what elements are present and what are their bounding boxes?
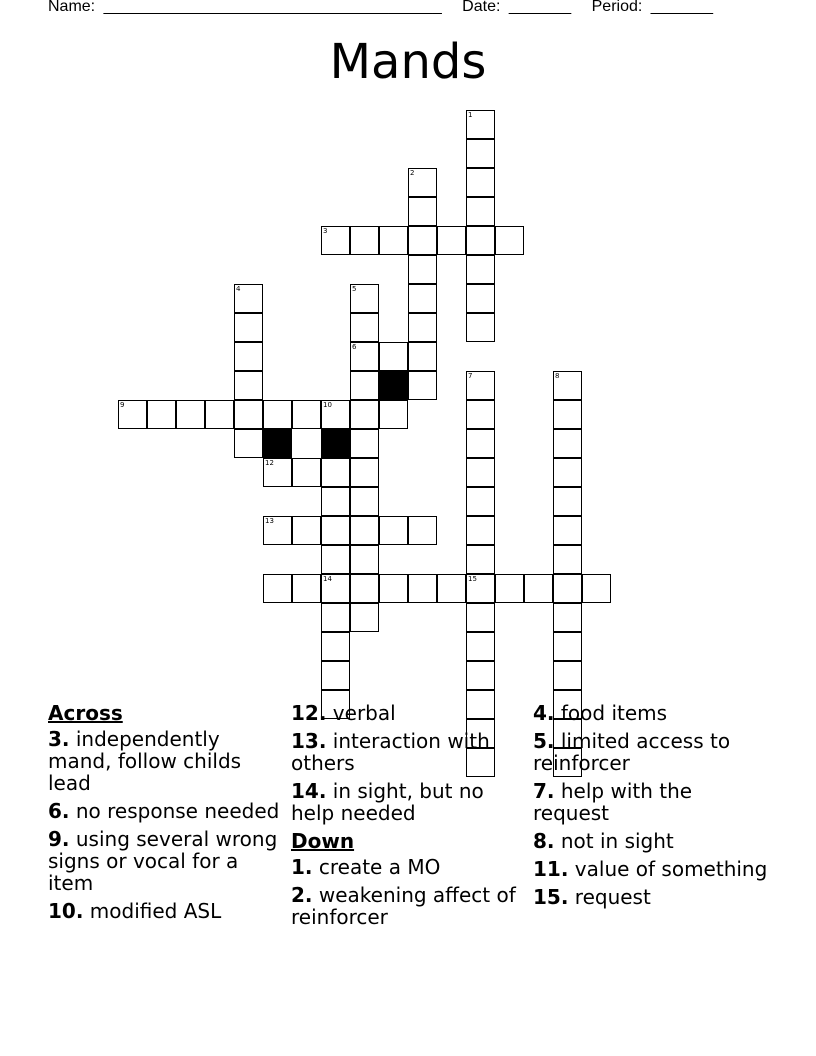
clue-across-3: 3. independently mand, follow childs lead bbox=[48, 727, 242, 795]
grid-cell[interactable] bbox=[350, 400, 379, 429]
grid-cell[interactable] bbox=[234, 342, 263, 371]
grid-cell[interactable] bbox=[408, 371, 437, 400]
grid-cell[interactable] bbox=[553, 429, 582, 458]
grid-cell[interactable] bbox=[292, 400, 321, 429]
grid-cell[interactable] bbox=[466, 139, 495, 168]
grid-cell[interactable] bbox=[379, 574, 408, 603]
grid-cell[interactable] bbox=[350, 371, 379, 400]
clue-number: 7 bbox=[468, 372, 473, 380]
clue-down-4: 4. food items bbox=[533, 701, 668, 725]
clue-number: 5 bbox=[352, 285, 357, 293]
clue-column-1 bbox=[48, 702, 284, 928]
grid-cell[interactable] bbox=[466, 371, 495, 400]
grid-cell[interactable] bbox=[553, 400, 582, 429]
grid-cell[interactable] bbox=[118, 400, 147, 429]
clue-across-6: 6. no response needed bbox=[48, 799, 280, 823]
grid-cell[interactable] bbox=[379, 400, 408, 429]
clue-down-7: 7. help with the request bbox=[533, 779, 693, 825]
grid-cell[interactable] bbox=[321, 226, 350, 255]
grid-cell[interactable] bbox=[321, 400, 350, 429]
grid-cell[interactable] bbox=[553, 661, 582, 690]
grid-cell[interactable] bbox=[321, 516, 350, 545]
clue-column-3 bbox=[533, 702, 773, 914]
period-blank[interactable]: _______ bbox=[650, 0, 714, 15]
grid-cell[interactable] bbox=[350, 487, 379, 516]
grid-cell[interactable] bbox=[466, 197, 495, 226]
grid-cell[interactable] bbox=[321, 632, 350, 661]
grid-cell[interactable] bbox=[495, 226, 524, 255]
grid-block bbox=[263, 429, 292, 458]
down-heading: Down bbox=[291, 829, 355, 853]
grid-cell[interactable] bbox=[466, 284, 495, 313]
grid-cell[interactable] bbox=[350, 284, 379, 313]
grid-cell[interactable] bbox=[205, 400, 234, 429]
grid-cell[interactable] bbox=[321, 458, 350, 487]
grid-cell[interactable] bbox=[379, 516, 408, 545]
clue-across-9: 9. using several wrong signs or vocal for a item bbox=[48, 827, 278, 895]
grid-cell[interactable] bbox=[321, 603, 350, 632]
grid-cell[interactable] bbox=[466, 400, 495, 429]
grid-cell[interactable] bbox=[292, 574, 321, 603]
grid-cell[interactable] bbox=[466, 487, 495, 516]
grid-cell[interactable] bbox=[466, 661, 495, 690]
grid-block bbox=[379, 371, 408, 400]
grid-cell[interactable] bbox=[350, 226, 379, 255]
grid-cell[interactable] bbox=[466, 110, 495, 139]
grid-cell[interactable] bbox=[553, 458, 582, 487]
grid-cell[interactable] bbox=[350, 429, 379, 458]
period-label: Period: bbox=[591, 0, 643, 15]
header-fields bbox=[48, 0, 768, 16]
grid-cell[interactable] bbox=[466, 255, 495, 284]
grid-cell[interactable] bbox=[553, 603, 582, 632]
grid-cell[interactable] bbox=[466, 226, 495, 255]
name-label: Name: bbox=[48, 0, 96, 15]
clue-column-2 bbox=[291, 702, 521, 934]
grid-cell[interactable] bbox=[408, 516, 437, 545]
grid-cell[interactable] bbox=[263, 516, 292, 545]
grid-cell[interactable] bbox=[350, 313, 379, 342]
grid-cell[interactable] bbox=[379, 342, 408, 371]
grid-cell[interactable] bbox=[466, 574, 495, 603]
grid-cell[interactable] bbox=[582, 574, 611, 603]
grid-cell[interactable] bbox=[292, 458, 321, 487]
grid-cell[interactable] bbox=[466, 632, 495, 661]
grid-cell[interactable] bbox=[350, 603, 379, 632]
clue-across-13: 13. interaction with others bbox=[291, 729, 490, 775]
grid-cell[interactable] bbox=[263, 458, 292, 487]
clue-number: 2 bbox=[410, 169, 415, 177]
date-label: Date: bbox=[462, 0, 501, 15]
clue-down-15: 15. request bbox=[533, 885, 651, 909]
grid-cell[interactable] bbox=[350, 574, 379, 603]
grid-cell[interactable] bbox=[553, 516, 582, 545]
grid-cell[interactable] bbox=[495, 574, 524, 603]
clue-number: 12 bbox=[265, 459, 274, 467]
clue-number: 1 bbox=[468, 111, 473, 119]
grid-cell[interactable] bbox=[234, 371, 263, 400]
grid-cell[interactable] bbox=[466, 429, 495, 458]
grid-cell[interactable] bbox=[466, 168, 495, 197]
grid-cell[interactable] bbox=[350, 516, 379, 545]
grid-cell[interactable] bbox=[466, 545, 495, 574]
grid-cell[interactable] bbox=[147, 400, 176, 429]
grid-cell[interactable] bbox=[321, 574, 350, 603]
grid-cell[interactable] bbox=[408, 574, 437, 603]
grid-cell[interactable] bbox=[553, 545, 582, 574]
clue-down-5: 5. limited access to reinforcer bbox=[533, 729, 731, 775]
clue-number: 14 bbox=[323, 575, 332, 583]
page-title: Mands bbox=[329, 34, 487, 90]
grid-cell[interactable] bbox=[234, 284, 263, 313]
grid-cell[interactable] bbox=[466, 603, 495, 632]
clue-number: 8 bbox=[555, 372, 560, 380]
grid-cell[interactable] bbox=[408, 168, 437, 197]
grid-cell[interactable] bbox=[408, 284, 437, 313]
clue-across-12: 12. verbal bbox=[291, 701, 396, 725]
grid-cell[interactable] bbox=[408, 255, 437, 284]
grid-cell[interactable] bbox=[524, 574, 553, 603]
grid-cell[interactable] bbox=[176, 400, 205, 429]
grid-cell[interactable] bbox=[350, 545, 379, 574]
grid-cell[interactable] bbox=[437, 226, 466, 255]
clue-number: 6 bbox=[352, 343, 357, 351]
clue-number: 13 bbox=[265, 517, 274, 525]
clue-number: 9 bbox=[120, 401, 125, 409]
clue-number: 3 bbox=[323, 227, 328, 235]
grid-cell[interactable] bbox=[379, 226, 408, 255]
clue-down-2: 2. weakening affect of reinforcer bbox=[291, 883, 516, 929]
grid-cell[interactable] bbox=[408, 226, 437, 255]
name-blank[interactable]: ______________________________________ bbox=[103, 0, 442, 15]
grid-block bbox=[321, 429, 350, 458]
clue-down-1: 1. create a MO bbox=[291, 855, 441, 879]
grid-cell[interactable] bbox=[321, 487, 350, 516]
grid-cell[interactable] bbox=[553, 632, 582, 661]
grid-cell[interactable] bbox=[408, 342, 437, 371]
clue-across-10: 10. modified ASL bbox=[48, 899, 222, 923]
grid-cell[interactable] bbox=[234, 400, 263, 429]
across-heading: Across bbox=[48, 701, 123, 725]
grid-cell[interactable] bbox=[553, 574, 582, 603]
grid-cell[interactable] bbox=[321, 545, 350, 574]
grid-cell[interactable] bbox=[350, 458, 379, 487]
grid-cell[interactable] bbox=[466, 516, 495, 545]
grid-cell[interactable] bbox=[234, 313, 263, 342]
grid-cell[interactable] bbox=[234, 429, 263, 458]
clue-number: 10 bbox=[323, 401, 332, 409]
clue-down-11: 11. value of something bbox=[533, 857, 768, 881]
grid-cell[interactable] bbox=[292, 516, 321, 545]
clue-number: 4 bbox=[236, 285, 241, 293]
clue-down-8: 8. not in sight bbox=[533, 829, 674, 853]
grid-cell[interactable] bbox=[263, 400, 292, 429]
grid-cell[interactable] bbox=[553, 371, 582, 400]
grid-cell[interactable] bbox=[466, 458, 495, 487]
grid-cell[interactable] bbox=[466, 313, 495, 342]
grid-cell[interactable] bbox=[437, 574, 466, 603]
clue-across-14: 14. in sight, but no help needed bbox=[291, 779, 484, 825]
date-blank[interactable]: _______ bbox=[508, 0, 572, 15]
grid-cell[interactable] bbox=[263, 574, 292, 603]
grid-cell[interactable] bbox=[408, 313, 437, 342]
grid-cell[interactable] bbox=[408, 197, 437, 226]
grid-cell[interactable] bbox=[553, 487, 582, 516]
grid-cell[interactable] bbox=[321, 661, 350, 690]
clue-number: 15 bbox=[468, 575, 477, 583]
grid-cell[interactable] bbox=[350, 342, 379, 371]
